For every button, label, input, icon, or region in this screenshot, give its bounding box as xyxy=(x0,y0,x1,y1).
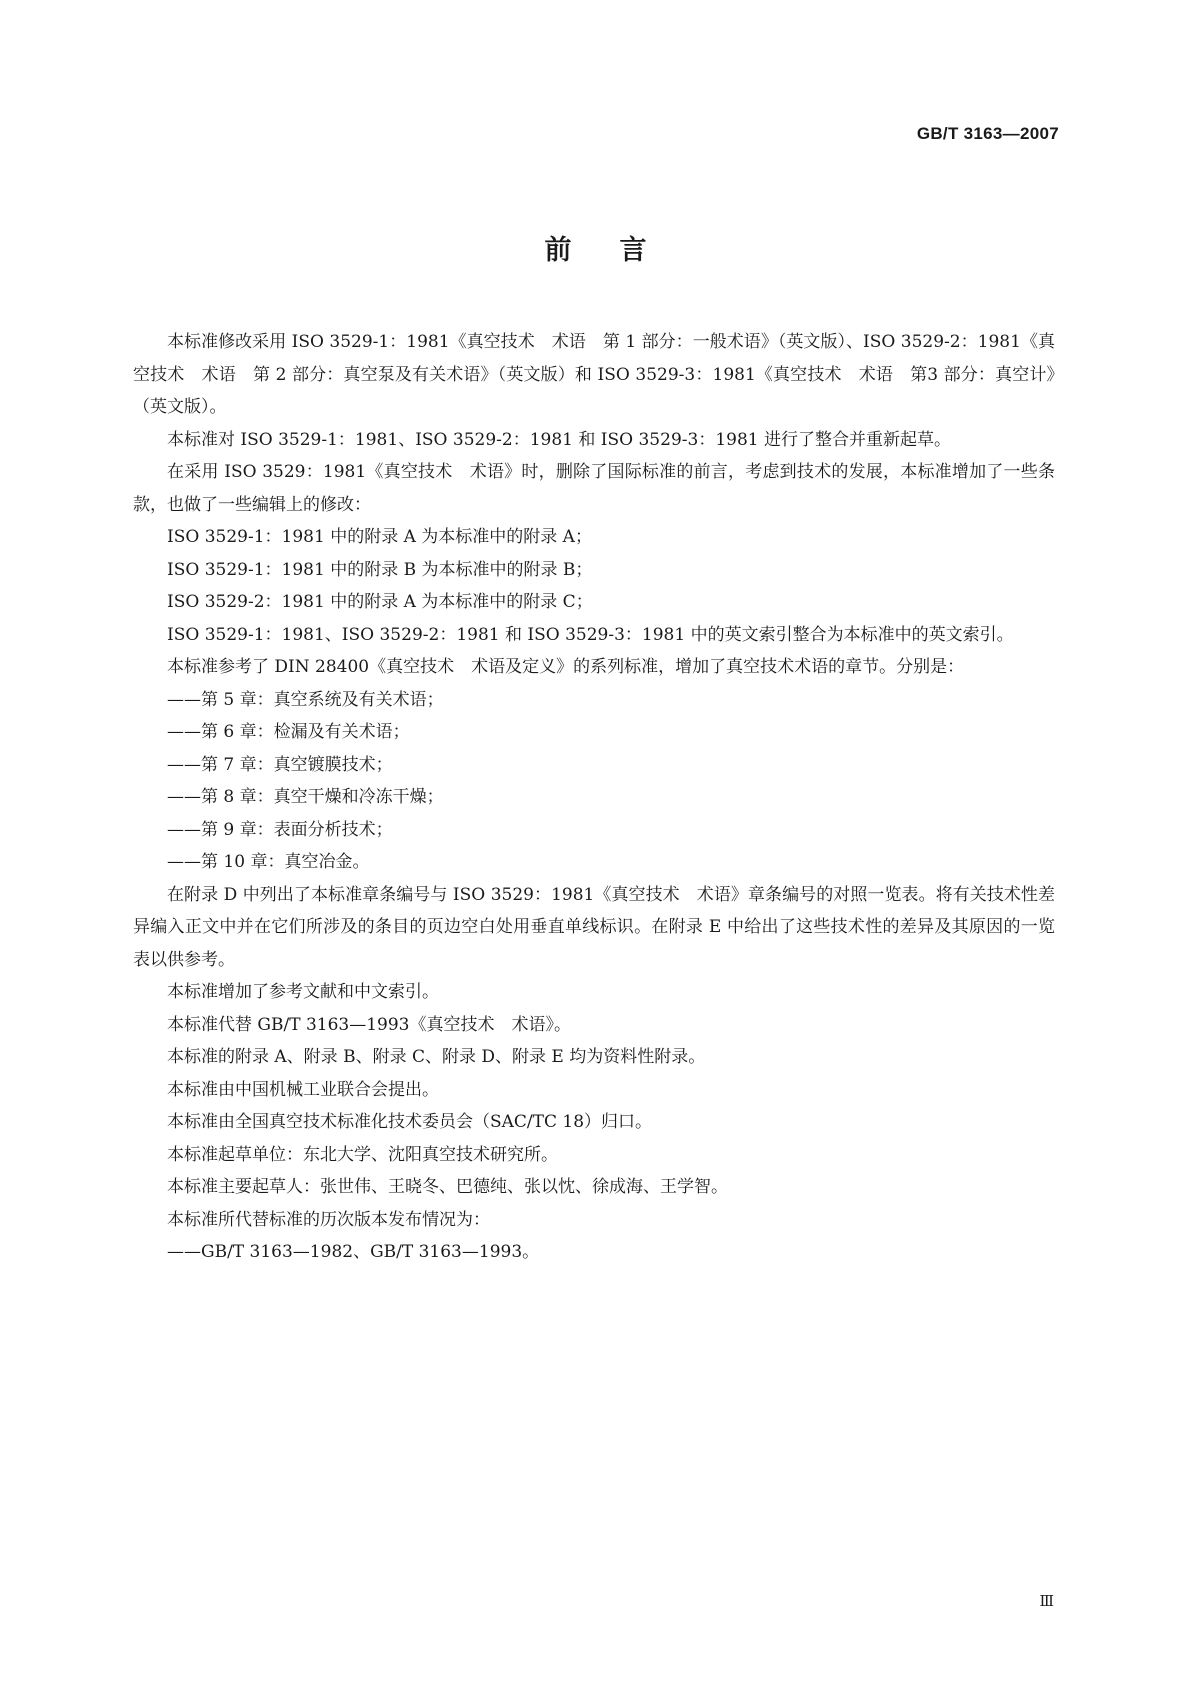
paragraph: 在附录 D 中列出了本标准章条编号与 ISO 3529：1981《真空技术 术语》章条编号的对照一览表。将有关技术性差异编入正文中并在它们所涉及的条目的页边空白处用垂直单线标识。在附录 E 中给出了这些技术性的差异及其原因的一览表以供参考。 xyxy=(133,884,1055,970)
list-item: ——第 10 章：真空冶金。 xyxy=(167,852,370,872)
paragraph: 本标准起草单位：东北大学、沈阳真空技术研究所。 xyxy=(167,1144,558,1165)
list-item: ——GB/T 3163—1982、GB/T 3163—1993。 xyxy=(167,1242,540,1262)
paragraph: 本标准增加了参考文献和中文索引。 xyxy=(167,982,439,1002)
document-body xyxy=(133,326,1055,1269)
paragraph: ISO 3529-2：1981 中的附录 A 为本标准中的附录 C； xyxy=(167,592,593,612)
paragraph: 本标准所代替标准的历次版本发布情况为： xyxy=(167,1209,490,1230)
list-item: ——第 9 章：表面分析技术； xyxy=(167,819,393,840)
paragraph: 本标准对 ISO 3529-1：1981、ISO 3529-2：1981 和 ISO 3529-3：1981 进行了整合并重新起草。 xyxy=(167,429,951,450)
paragraph: 本标准由全国真空技术标准化技术委员会（SAC/TC 18）归口。 xyxy=(167,1112,653,1132)
paragraph: 本标准代替 GB/T 3163—1993《真空技术 术语》。 xyxy=(167,1014,571,1035)
list-item: ——第 8 章：真空干燥和冷冻干燥； xyxy=(167,787,444,807)
paragraph: ISO 3529-1：1981、ISO 3529-2：1981 和 ISO 3529-3：1981 中的英文索引整合为本标准中的英文索引。 xyxy=(167,624,1014,645)
paragraph: ISO 3529-1：1981 中的附录 A 为本标准中的附录 A； xyxy=(167,527,592,547)
standard-number: GB/T 3163—2007 xyxy=(916,124,1059,143)
paragraph: ISO 3529-1：1981 中的附录 B 为本标准中的附录 B； xyxy=(167,559,593,580)
page-number: Ⅲ xyxy=(1039,1592,1055,1610)
paragraph: 本标准主要起草人：张世伟、王晓冬、巴德纯、张以忱、徐成海、王学智。 xyxy=(167,1177,728,1197)
paragraph: 本标准参考了 DIN 28400《真空技术 术语及定义》的系列标准，增加了真空技术术语的章节。分别是： xyxy=(167,657,965,677)
list-item: ——第 5 章：真空系统及有关术语； xyxy=(167,689,444,710)
list-item: ——第 7 章：真空镀膜技术； xyxy=(167,754,393,775)
paragraph: 本标准由中国机械工业联合会提出。 xyxy=(167,1079,439,1100)
paragraph: 在采用 ISO 3529：1981《真空技术 术语》时，删除了国际标准的前言，考虑到技术的发展，本标准增加了一些条款，也做了一些编辑上的修改： xyxy=(133,462,1055,515)
paragraph: 本标准修改采用 ISO 3529-1：1981《真空技术 术语 第 1 部分：一般术语》（英文版）、ISO 3529-2：1981《真空技术 术语 第 2 部分：真空泵及有关术语》（英文版）和 ISO 3529-3：1981《真空技术 术语 第3 部分：真空计》（英文版）。 xyxy=(133,332,1055,417)
paragraph: 本标准的附录 A、附录 B、附录 C、附录 D、附录 E 均为资料性附录。 xyxy=(167,1047,706,1067)
list-item: ——第 6 章：检漏及有关术语； xyxy=(167,722,410,742)
page-title: 前言 xyxy=(544,235,695,266)
